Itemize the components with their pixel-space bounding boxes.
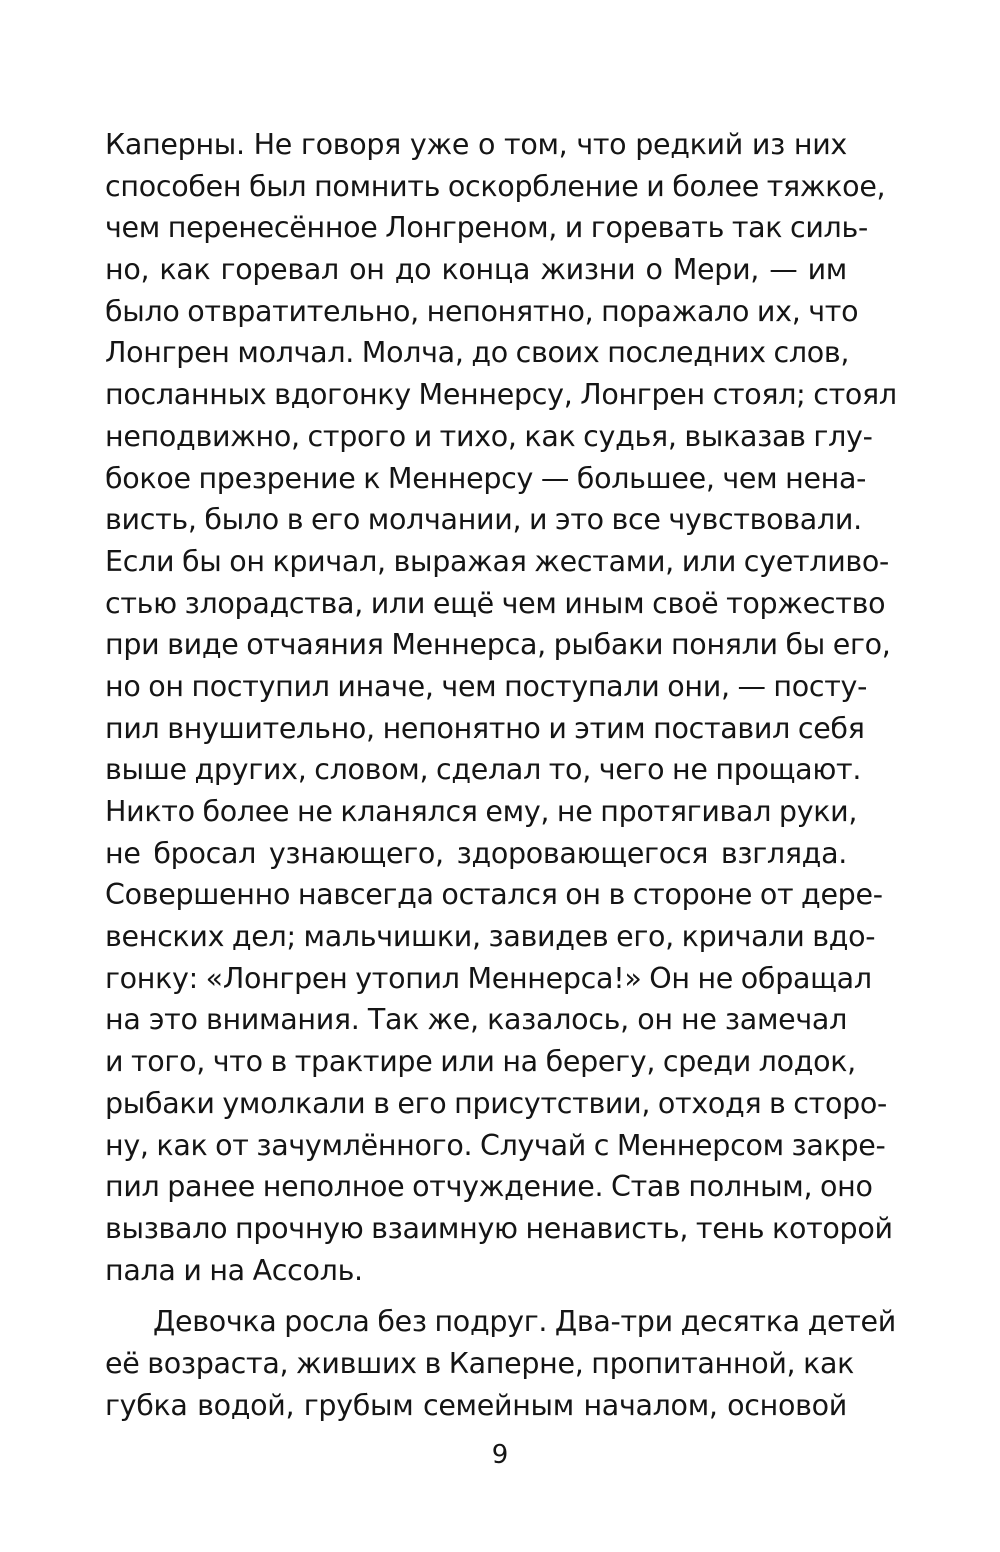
text-line: вызвало прочную взаимную ненависть, тень которой: [105, 1211, 893, 1245]
text-line: на это внимания. Так же, казалось, он не замечал: [105, 1003, 847, 1037]
text-line: рыбаки умолкали в его присутствии, отходя в сторо-: [105, 1086, 888, 1120]
text-line: губка водой, грубым семейным началом, основой: [105, 1388, 847, 1422]
text-line: посланных вдогонку Меннерсу, Лонгрен стоял; стоял: [105, 378, 897, 412]
text-line: но он поступил иначе, чем поступали они, — посту-: [105, 669, 868, 703]
text-line: её возраста, живших в Каперне, пропитанной, как: [105, 1346, 855, 1380]
text-line: венских дел; мальчишки, завидев его, кричали вдо-: [105, 920, 876, 954]
page-number: 9: [491, 1440, 509, 1470]
text-line: пил внушительно, непонятно и этим поставил себя: [105, 711, 865, 745]
text-line: стью злорадства, или ещё чем иным своё торжество: [105, 586, 886, 620]
text-line: чем перенесённое Лонгреном, и горевать так силь-: [105, 211, 868, 245]
text-line: пала и на Ассоль.: [105, 1253, 363, 1287]
page-body-text: [105, 124, 897, 1426]
text-line: неподвижно, строго и тихо, как судья, выказав глу-: [105, 419, 873, 453]
text-line: Лонгрен молчал. Молча, до своих последних слов,: [105, 336, 850, 370]
text-line: но, как горевал он до конца жизни о Мери, — им: [105, 253, 847, 287]
text-line: висть, было в его молчании, и это все чувствовали.: [105, 503, 862, 537]
text-line: способен был помнить оскорбление и более тяжкое,: [105, 169, 886, 203]
paragraph-gap: [105, 1291, 847, 1301]
text-line: не бросал узнающего, здоровающегося взгляда.: [105, 836, 847, 870]
text-line: бокое презрение к Меннерсу — большее, чем нена-: [105, 461, 867, 495]
text-line: Девочка росла без подруг. Два-три десятка детей: [153, 1305, 896, 1339]
text-line: гонку: «Лонгрен утопил Меннерса!» Он не обращал: [105, 961, 872, 995]
text-line: Никто более не кланялся ему, не протягивал руки,: [105, 795, 858, 828]
text-line: было отвратительно, непонятно, поражало их, что: [105, 294, 859, 328]
text-line: Если бы он кричал, выражая жестами, или суетливо-: [105, 544, 890, 578]
text-line: выше других, словом, сделал то, чего не прощают.: [105, 753, 862, 787]
text-line: пил ранее неполное отчуждение. Став полным, оно: [105, 1170, 873, 1204]
text-line: Каперны. Не говоря уже о том, что редкий из них: [105, 128, 847, 161]
paragraph: [105, 124, 897, 1291]
text-line: ну, как от зачумлённого. Случай с Меннерсом закре-: [105, 1128, 886, 1162]
text-line: и того, что в трактире или на берегу, среди лодок,: [105, 1045, 856, 1079]
text-line: Совершенно навсегда остался он в стороне от дере-: [105, 878, 883, 912]
paragraph: [105, 1301, 896, 1426]
text-line: при виде отчаяния Меннерса, рыбаки поняли бы его,: [105, 628, 891, 662]
